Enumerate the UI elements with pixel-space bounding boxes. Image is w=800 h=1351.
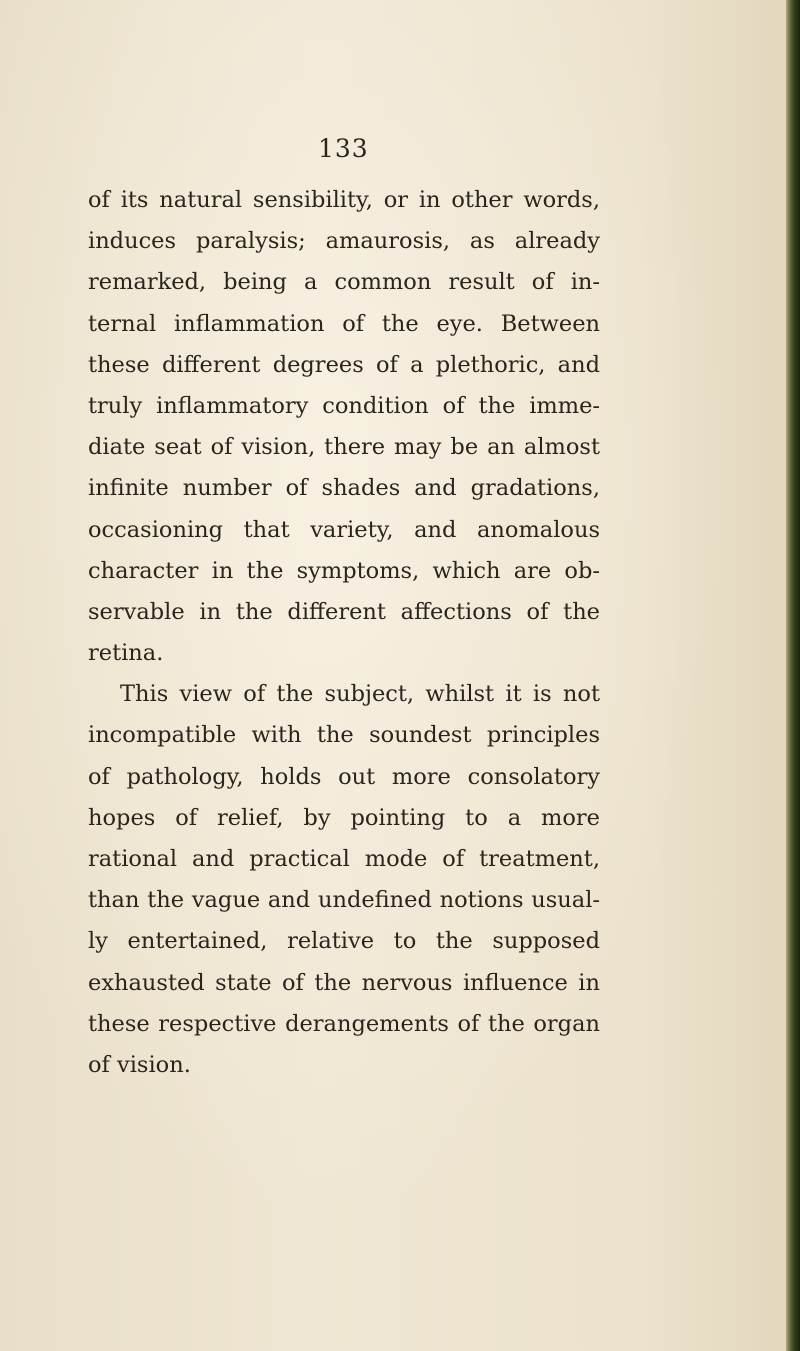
text-line: retina.: [88, 640, 164, 667]
text-line: rational and practical mode of treatment,: [88, 846, 600, 872]
text-line: of pathology, holds out more consolatory: [88, 763, 600, 790]
text-line: these respective derangements of the organ: [88, 1010, 600, 1037]
text-line: ly entertained, relative to the supposed: [88, 928, 600, 955]
text-line: occasioning that variety, and anomalous: [88, 516, 600, 543]
text-line: incompatible with the soundest principles: [88, 722, 600, 749]
text-line: diate seat of vision, there may be an almost: [88, 434, 600, 461]
text-line: remarked, being a common result of in-: [88, 269, 600, 296]
text-line: ternal inflammation of the eye. Between: [88, 310, 600, 337]
text-line: truly inflammatory condition of the imme-: [88, 392, 600, 419]
body-text: [88, 180, 600, 1086]
text-line: these different degrees of a plethoric, and: [88, 351, 600, 378]
text-line: This view of the subject, whilst it is not: [120, 681, 600, 708]
text-line: induces paralysis; amaurosis, as already: [88, 228, 600, 255]
text-line: of its natural sensibility, or in other words,: [88, 187, 600, 213]
text-line: of vision.: [88, 1051, 191, 1078]
text-line: character in the symptoms, which are ob-: [88, 557, 600, 584]
text-line: exhausted state of the nervous influence in: [88, 969, 600, 996]
book-spine-edge: [786, 0, 800, 1351]
text-line: servable in the different affections of the: [88, 598, 600, 625]
page-number: 133: [318, 134, 369, 163]
text-line: infinite number of shades and gradations,: [88, 475, 600, 502]
text-line: than the vague and undefined notions usual-: [88, 887, 600, 914]
text-line: hopes of relief, by pointing to a more: [88, 804, 600, 831]
